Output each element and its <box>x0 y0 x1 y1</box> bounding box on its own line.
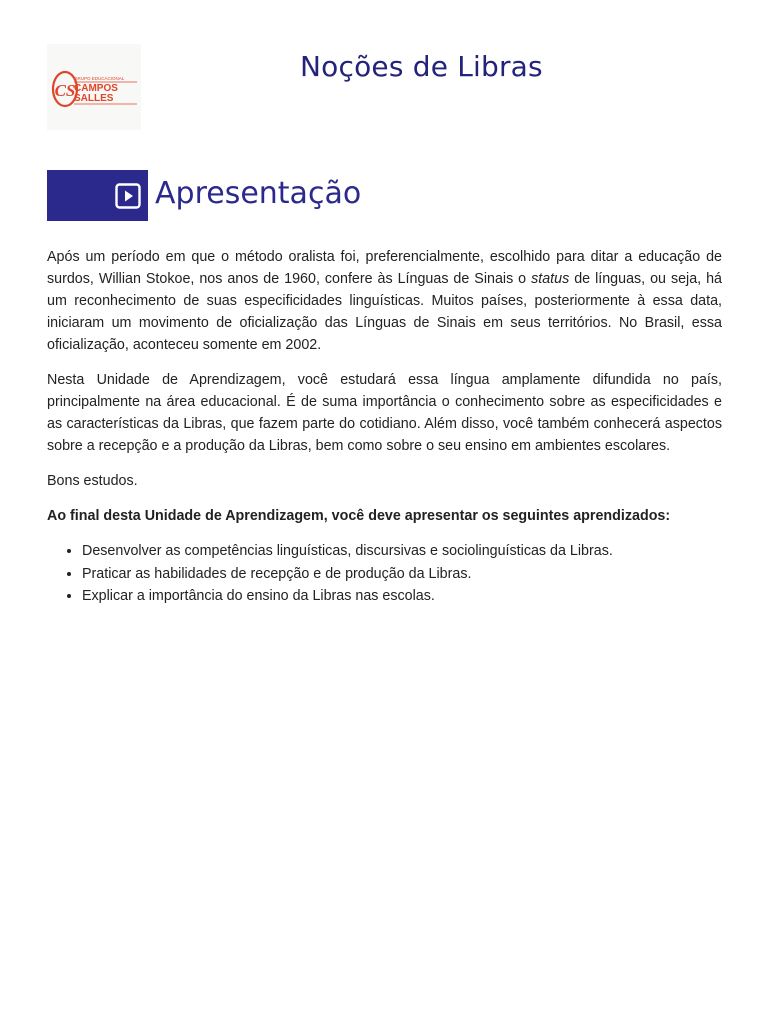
logo-monogram: CS <box>54 81 76 100</box>
logo-graphic <box>47 44 141 130</box>
objective-item: • Desenvolver as competências linguísticas, discursivas e sociolinguísticas da Libras. <box>82 540 722 563</box>
campos-salles-logo <box>47 44 141 130</box>
objective-item: • Praticar as habilidades de recepção e de produção da Libras. <box>82 563 722 586</box>
objectives-heading-text: Ao final desta Unidade de Aprendizagem, você deve apresentar os seguintes aprendizados: <box>47 508 671 524</box>
logo-text-line1: CAMPOS <box>74 83 118 94</box>
paragraph-intro-end: de línguas, ou seja, há um reconhecimento de suas especificidades linguísticas. Muitos países, posteriormente à essa data, iniciaram um movimento de oficialização das Línguas de Sinais em seus territórios. No Brasil, essa oficialização, aconteceu somente em 2002. <box>47 271 723 353</box>
status-term: status <box>531 271 570 287</box>
objective-item: • Explicar a importância do ensino da Libras nas escolas. <box>82 585 722 608</box>
paragraph-closing: Bons estudos. <box>47 473 138 489</box>
objectives-heading <box>47 505 722 527</box>
paragraph-intro <box>47 246 722 356</box>
document-body <box>47 246 722 608</box>
paragraph-intro-start: Após um período em que o método oralista foi, preferencialmente, escolhido para ditar a educação de surdos, Willian Stokoe, nos anos de 1960, confere às Línguas de Sinais o <box>47 249 722 287</box>
document-title: Noções de Libras <box>300 50 543 83</box>
play-icon <box>115 183 141 214</box>
paragraph-unit-description: Nesta Unidade de Aprendizagem, você estudará essa língua amplamente difundida no país, principalmente na área educacional. É de suma importância o conhecimento sobre as especificidades e as características da Libras, que fazem parte do cotidiano. Além disso, você também conhecerá aspectos sobre a recepção e a produção da Libras, bem como sobre o seu ensino em ambientes escolares. <box>47 372 722 454</box>
logo-text-line2: SALLES <box>74 93 114 104</box>
logo-text-top: GRUPO EDUCACIONAL <box>74 76 125 81</box>
objectives-list <box>47 540 722 608</box>
section-title: Apresentação <box>155 176 362 211</box>
